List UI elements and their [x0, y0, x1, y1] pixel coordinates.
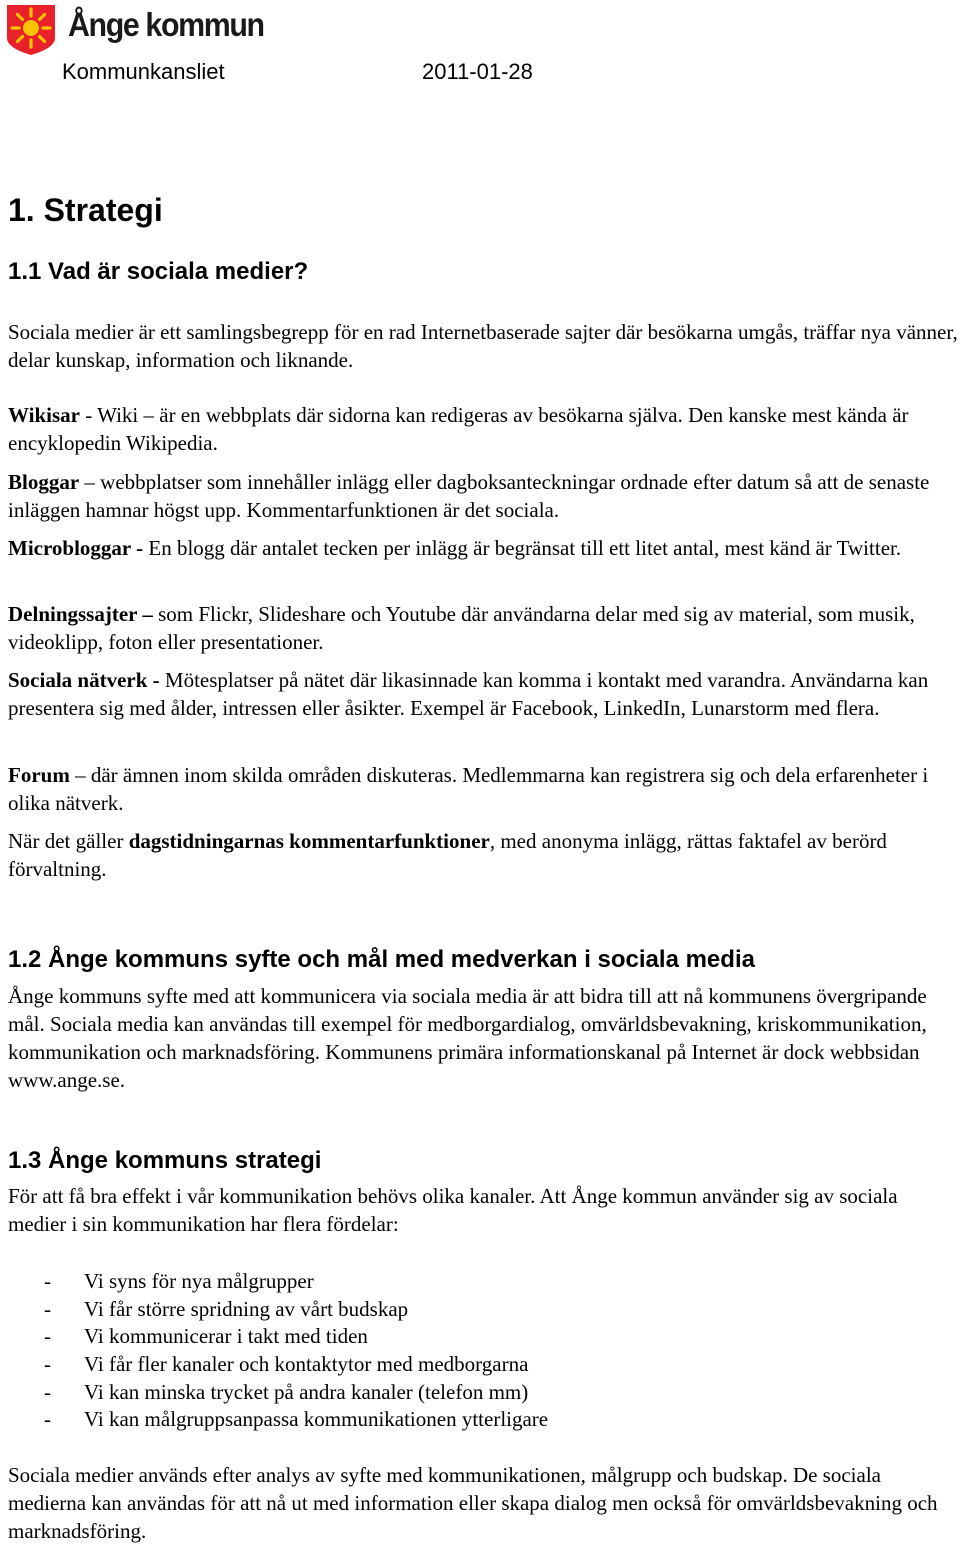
- definition-term: Microbloggar -: [8, 536, 149, 560]
- subsection-title-1-3: 1.3 Ånge kommuns strategi: [8, 1147, 322, 1174]
- definition-term: Sociala nätverk -: [8, 668, 165, 692]
- definition-microbloggar: Microbloggar - En blogg där antalet tecken per inlägg är begränsat till ett litet antal, mest känd är Twitter.: [8, 536, 902, 560]
- purpose-paragraph: Ånge kommuns syfte med att kommunicera via sociala media är att bidra till att nå kommunens övergripande mål. Sociala media kan användas till exempel för medborgardialog, omvärldsbevakning, kriskommunikation, kommunikation och marknadsföring. Kommunens primära informationskanal på Internet är dock webbsidan www.ange.se.: [8, 984, 927, 1092]
- document-header: [4, 2, 604, 92]
- newspaper-paragraph: När det gäller dagstidningarnas kommentarfunktioner, med anonyma inlägg, rättas faktafel av berörd förvaltning.: [8, 829, 887, 881]
- strategy-intro-paragraph: För att få bra effekt i vår kommunikation behövs olika kanaler. Att Ånge kommun använder sig av sociala medier i sin kommunikation har flera fördelar:: [8, 1184, 898, 1236]
- closing-paragraph: Sociala medier används efter analys av syfte med kommunikationen, målgrupp och budskap. De sociala medierna kan användas för att nå ut med information eller skapa dialog men också för omvärldsbevakning och marknadsföring.: [8, 1463, 938, 1543]
- definition-bloggar: Bloggar – webbplatser som innehåller inlägg eller dagboksanteckningar ordnade efter datum så att de senaste inläggen hamnar högst upp. Kommentarfunktionen är det sociala.: [8, 470, 930, 522]
- document-date: 2011-01-28: [422, 59, 533, 84]
- subsection-title-1-1: 1.1 Vad är sociala medier?: [8, 258, 309, 285]
- department-name: Kommunkansliet: [62, 59, 225, 84]
- subsection-title-1-2: 1.2 Ånge kommuns syfte och mål med medverkan i sociala media: [8, 946, 755, 973]
- definition-term: Forum: [8, 763, 70, 787]
- section-title-strategi: 1. Strategi: [8, 192, 163, 228]
- definition-term: Delningssajter –: [8, 602, 153, 626]
- municipality-name: Ånge kommun: [68, 6, 264, 43]
- intro-paragraph: Sociala medier är ett samlingsbegrepp för en rad Internetbaserade sajter där besökarna umgås, träffar nya vänner, delar kunskap, information och liknande.: [8, 320, 958, 372]
- definition-sociala-natverk: Sociala nätverk - Mötesplatser på nätet där likasinnade kan komma i kontakt med varandra. Användarna kan presentera sig med ålder, intressen eller åsikter. Exempel är Facebook, LinkedIn, Lunarstorm med flera.: [8, 668, 929, 720]
- definition-term: Bloggar: [8, 470, 80, 494]
- definition-term: Wikisar: [8, 403, 80, 427]
- definition-delningssajter: Delningssajter – som Flickr, Slideshare och Youtube där användarna delar med sig av material, som musik, videoklipp, foton eller presentationer.: [8, 602, 915, 654]
- sun-emblem-icon: [4, 2, 58, 56]
- definition-forum: Forum – där ämnen inom skilda områden diskuteras. Medlemmarna kan registrera sig och dela erfarenheter i olika nätverk.: [8, 763, 929, 815]
- definition-wikisar: Wikisar - Wiki – är en webbplats där sidorna kan redigeras av besökarna själva. Den kanske mest kända är encyklopedin Wikipedia.: [8, 403, 909, 455]
